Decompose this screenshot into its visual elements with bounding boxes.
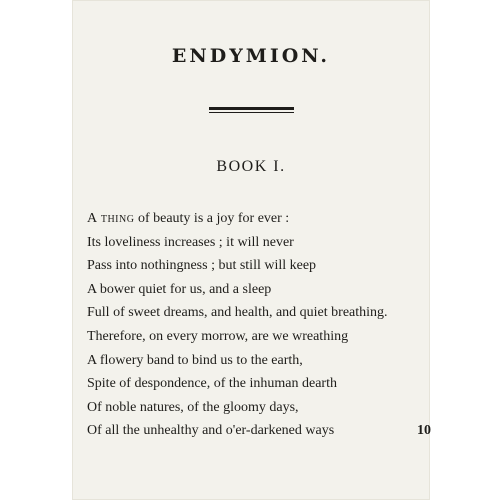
poem-line: Full of sweet dreams, and health, and quiet breathing. [87,305,388,321]
poem-line-text: Of all the unhealthy and o'er-darkened ways [87,423,335,439]
opening-words: A thing [87,211,135,226]
poem-line [87,207,427,231]
poem-line: Pass into nothingness ; but still will keep [87,258,317,274]
poem-line-last [87,419,431,443]
title-rule-thin [209,112,294,113]
poem-line: Its loveliness increases ; it will never [87,234,294,250]
poem-line: A bower quiet for us, and a sleep [87,281,272,297]
book-page [72,0,430,500]
poem-line: Of noble natures, of the gloomy days, [87,399,299,415]
line-number: 10 [417,423,431,439]
poem-body [87,207,431,443]
opening-line-rest: of beauty is a joy for ever : [134,211,290,226]
poem-title: ENDYMION. [171,45,331,67]
book-heading: BOOK I. [216,158,286,175]
title-rule [209,107,294,110]
poem-line: A flowery band to bind us to the earth, [87,352,303,368]
poem-line: Spite of despondence, of the inhuman dearth [87,376,337,392]
poem-line: Therefore, on every morrow, are we wreathing [87,328,349,344]
